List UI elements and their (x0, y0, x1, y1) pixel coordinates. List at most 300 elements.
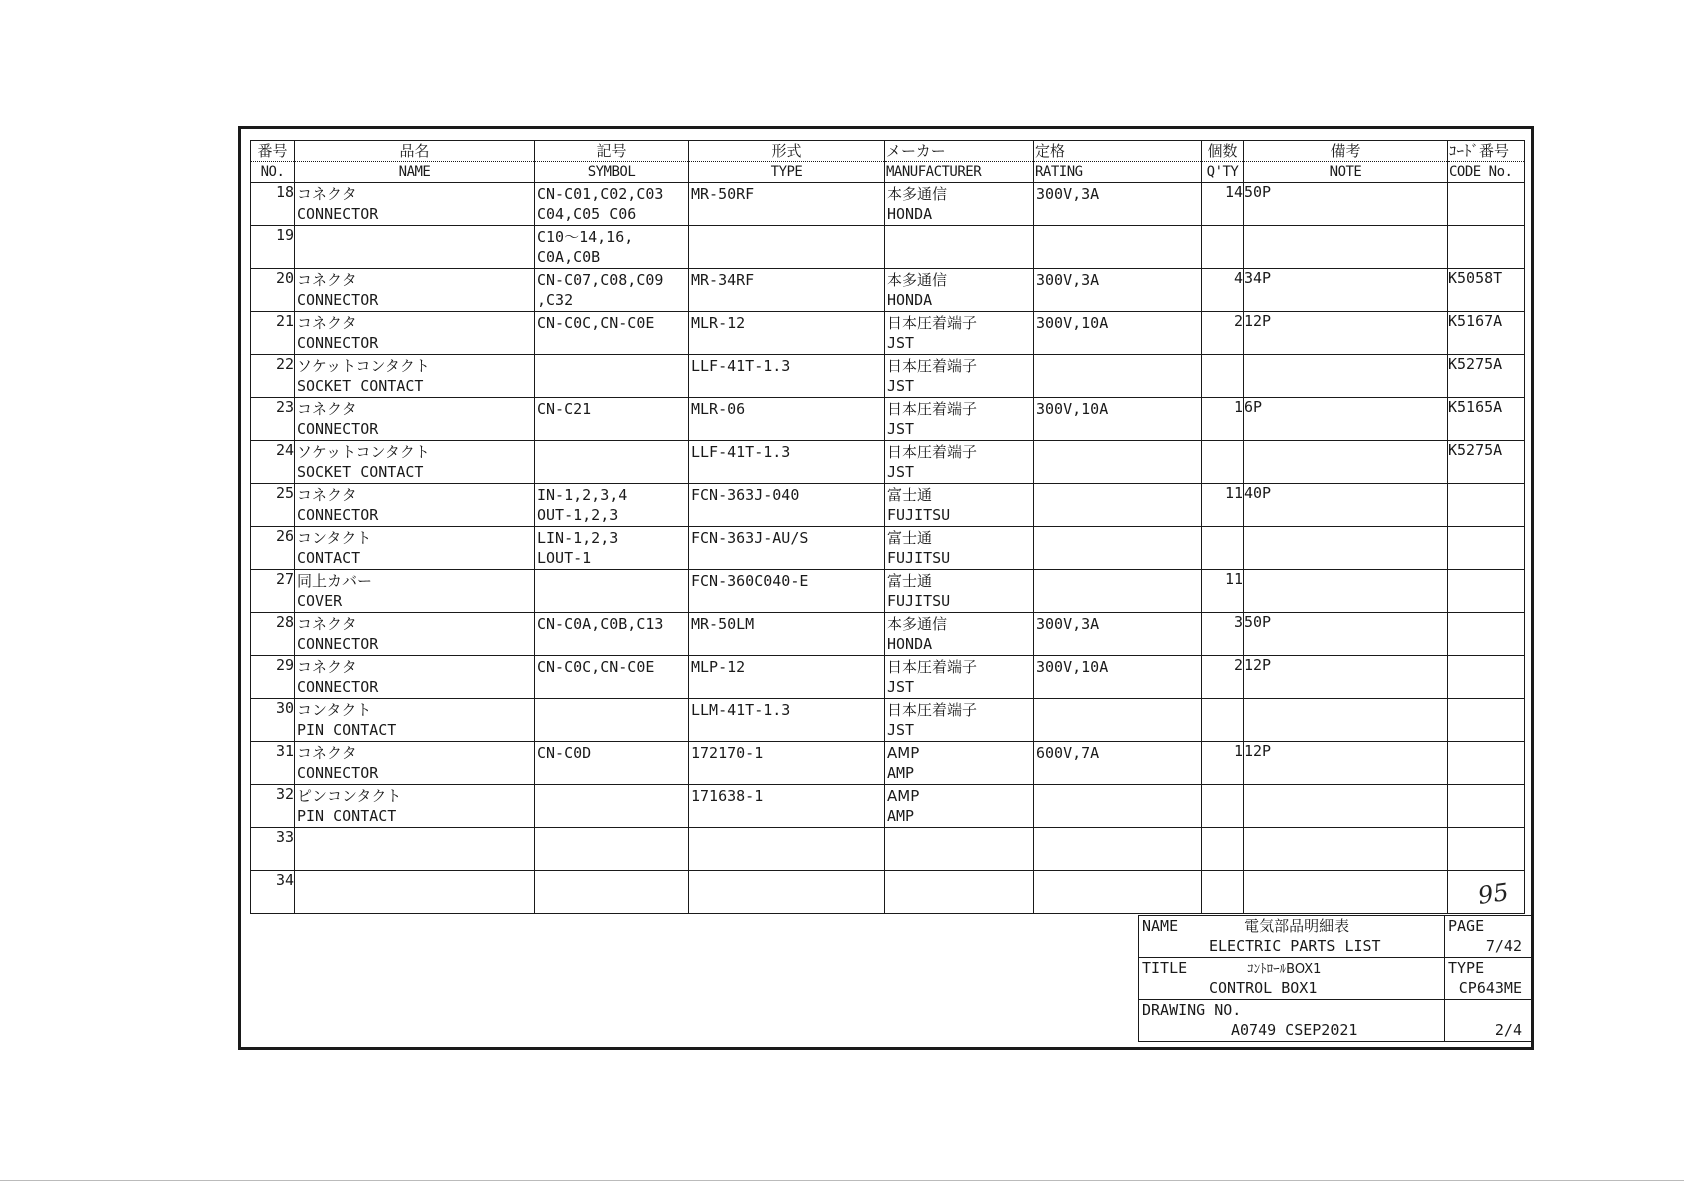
symbol-line-1: CN-C01,C02,C03 (537, 185, 664, 203)
header-name: 品名 NAME (295, 141, 535, 183)
rating-value (1036, 786, 1199, 806)
cell-code: K5275A (1448, 441, 1525, 484)
cell-no: 29 (251, 656, 295, 699)
table-row (251, 828, 1525, 871)
rating-value: 300V,3A (1036, 185, 1100, 203)
cell-code (1448, 828, 1525, 871)
table-row (251, 527, 1525, 570)
name-en (297, 892, 532, 912)
rating-value: 300V,3A (1036, 615, 1100, 633)
cell-note (1244, 828, 1448, 871)
cell-qty: 1 (1202, 742, 1244, 785)
cell-no: 28 (251, 613, 295, 656)
cell-rating (1034, 871, 1202, 914)
name-en: ELECTRIC PARTS LIST (1209, 937, 1381, 955)
type-value: MLP-12 (691, 658, 746, 676)
maker-en: AMP (887, 764, 915, 782)
title-label: TITLE (1142, 959, 1188, 977)
cell-note: 50P (1244, 183, 1448, 226)
type-value: FCN-363J-AU/S (691, 529, 809, 547)
cell-qty (1202, 441, 1244, 484)
cell-code (1448, 613, 1525, 656)
cell-no: 23 (251, 398, 295, 441)
symbol-line-2 (537, 677, 686, 697)
cell-note (1244, 527, 1448, 570)
electric-parts-table (250, 140, 1525, 914)
cell-symbol (535, 570, 689, 613)
rating-value (1036, 872, 1199, 892)
table-row (251, 613, 1525, 656)
symbol-line-1: CN-C0D (537, 744, 592, 762)
cell-rating (1034, 183, 1202, 226)
table-row (251, 441, 1525, 484)
cell-manufacturer (885, 613, 1034, 656)
cell-note: 6P (1244, 398, 1448, 441)
cell-no: 19 (251, 226, 295, 269)
rating-value (1036, 829, 1199, 849)
cell-type (689, 183, 885, 226)
maker-jp: 日本圧着端子 (887, 400, 978, 418)
cell-code: K5058T (1448, 269, 1525, 312)
cell-code (1448, 183, 1525, 226)
maker-en (887, 892, 1031, 912)
cell-name (295, 312, 535, 355)
cell-note: 34P (1244, 269, 1448, 312)
maker-jp: 日本圧着端子 (887, 357, 978, 375)
name-en: COVER (297, 592, 343, 610)
symbol-line-1: CN-C21 (537, 400, 592, 418)
cell-symbol (535, 828, 689, 871)
name-en: CONNECTOR (297, 334, 379, 352)
type-value: MR-34RF (691, 271, 755, 289)
cell-rating (1034, 828, 1202, 871)
cell-note (1244, 871, 1448, 914)
table-row (251, 871, 1525, 914)
page-value: 7/42 (1485, 937, 1522, 955)
title-block-drawing-row (1139, 1000, 1533, 1042)
cell-symbol (535, 355, 689, 398)
symbol-line-1: CN-C0A,C0B,C13 (537, 615, 664, 633)
cell-qty: 14 (1202, 183, 1244, 226)
rating-value (1036, 571, 1199, 591)
cell-note (1244, 785, 1448, 828)
table-row (251, 398, 1525, 441)
name-jp: コンタクト (297, 701, 372, 719)
symbol-line-1: CN-C0C,CN-C0E (537, 658, 655, 676)
type-value: LLF-41T-1.3 (691, 443, 791, 461)
type-value: MLR-06 (691, 400, 746, 418)
name-en: CONNECTOR (297, 420, 379, 438)
table-row (251, 269, 1525, 312)
cell-manufacturer (885, 570, 1034, 613)
symbol-line-1 (537, 356, 686, 376)
symbol-line-2 (537, 720, 686, 740)
name-jp: ピンコンタクト (297, 787, 402, 805)
cell-rating (1034, 656, 1202, 699)
cell-manufacturer (885, 398, 1034, 441)
name-label: NAME (1142, 917, 1179, 935)
maker-jp: 日本圧着端子 (887, 443, 978, 461)
cell-manufacturer (885, 699, 1034, 742)
cell-no: 20 (251, 269, 295, 312)
type-value: FCN-360C040-E (691, 572, 809, 590)
cell-code: K5165A (1448, 398, 1525, 441)
header-note: 備考 NOTE (1244, 141, 1448, 183)
name-jp: 同上カバー (297, 572, 373, 590)
type-label: TYPE (1448, 959, 1485, 977)
name-en: CONNECTOR (297, 764, 379, 782)
title-block-sheet-cell (1445, 1000, 1533, 1042)
symbol-line-2: C0A,C0B (537, 248, 601, 266)
cell-no: 34 (251, 871, 295, 914)
cell-name (295, 570, 535, 613)
cell-manufacturer (885, 355, 1034, 398)
rating-value (1036, 528, 1199, 548)
cell-qty: 1 (1202, 398, 1244, 441)
maker-jp: 富士通 (887, 486, 933, 504)
cell-type (689, 226, 885, 269)
maker-en: JST (887, 463, 915, 481)
symbol-line-1: LIN-1,2,3 (537, 529, 619, 547)
type-value (691, 872, 882, 892)
header-qty: 個数 Q'TY (1202, 141, 1244, 183)
cell-rating (1034, 570, 1202, 613)
rating-value: 300V,10A (1036, 400, 1109, 418)
name-en: CONNECTOR (297, 635, 379, 653)
cell-qty (1202, 527, 1244, 570)
cell-type (689, 613, 885, 656)
cell-rating (1034, 742, 1202, 785)
title-en: CONTROL BOX1 (1209, 979, 1318, 997)
symbol-line-2 (537, 591, 686, 611)
cell-symbol (535, 871, 689, 914)
maker-en: HONDA (887, 291, 933, 309)
name-jp: コネクタ (297, 658, 357, 676)
maker-en: JST (887, 334, 915, 352)
maker-jp: AMP (887, 744, 920, 762)
cell-name (295, 527, 535, 570)
symbol-line-2 (537, 763, 686, 783)
symbol-line-2 (537, 462, 686, 482)
cell-manufacturer (885, 527, 1034, 570)
header-symbol: 記号 SYMBOL (535, 141, 689, 183)
maker-en: FUJITSU (887, 592, 951, 610)
cell-manufacturer (885, 871, 1034, 914)
cell-type (689, 269, 885, 312)
rating-value (1036, 227, 1199, 247)
title-block-name-row (1139, 916, 1533, 958)
cell-qty (1202, 871, 1244, 914)
name-en: CONTACT (297, 549, 361, 567)
rating-value: 600V,7A (1036, 744, 1100, 762)
name-en: SOCKET CONTACT (297, 377, 424, 395)
maker-en (887, 849, 1031, 869)
name-en (297, 849, 532, 869)
cell-name (295, 742, 535, 785)
cell-qty (1202, 785, 1244, 828)
maker-en: FUJITSU (887, 549, 951, 567)
cell-code (1448, 742, 1525, 785)
name-en: CONNECTOR (297, 291, 379, 309)
name-jp: コンタクト (297, 529, 372, 547)
cell-rating (1034, 226, 1202, 269)
cell-qty: 11 (1202, 570, 1244, 613)
type-value: 171638-1 (691, 787, 764, 805)
cell-note: 40P (1244, 484, 1448, 527)
maker-en: AMP (887, 807, 915, 825)
cell-name (295, 398, 535, 441)
maker-jp: 日本圧着端子 (887, 658, 978, 676)
maker-en: HONDA (887, 205, 933, 223)
table-row (251, 656, 1525, 699)
title-block-title-row (1139, 958, 1533, 1000)
cell-rating (1034, 312, 1202, 355)
cell-rating (1034, 527, 1202, 570)
rating-value: 300V,10A (1036, 314, 1109, 332)
cell-qty: 2 (1202, 656, 1244, 699)
title-block-title-cell (1139, 958, 1445, 1000)
symbol-line-1 (537, 786, 686, 806)
cell-name (295, 441, 535, 484)
handwritten-mark: 95 (1476, 878, 1511, 910)
cell-note: 50P (1244, 613, 1448, 656)
cell-symbol (535, 269, 689, 312)
name-jp: コネクタ (297, 314, 357, 332)
cell-code: K5167A (1448, 312, 1525, 355)
cell-type (689, 312, 885, 355)
cell-note (1244, 699, 1448, 742)
cell-note (1244, 441, 1448, 484)
cell-no: 24 (251, 441, 295, 484)
cell-manufacturer (885, 484, 1034, 527)
symbol-line-1: CN-C07,C08,C09 (537, 271, 664, 289)
name-en: PIN CONTACT (297, 807, 397, 825)
cell-rating (1034, 484, 1202, 527)
cell-name (295, 785, 535, 828)
drawing-value: A0749 CSEP2021 (1231, 1021, 1358, 1039)
cell-code (1448, 656, 1525, 699)
name-en: PIN CONTACT (297, 721, 397, 739)
symbol-line-1: C10～14,16, (537, 228, 634, 246)
cell-manufacturer (885, 828, 1034, 871)
name-jp: ソケットコンタクト (297, 443, 430, 461)
table-row (251, 312, 1525, 355)
symbol-line-2 (537, 849, 686, 869)
cell-symbol (535, 312, 689, 355)
cell-type (689, 527, 885, 570)
cell-name (295, 183, 535, 226)
name-jp (297, 829, 532, 849)
cell-type (689, 785, 885, 828)
maker-jp (887, 872, 1031, 892)
symbol-line-2: OUT-1,2,3 (537, 506, 619, 524)
symbol-line-2 (537, 419, 686, 439)
rating-value: 300V,10A (1036, 658, 1109, 676)
cell-manufacturer (885, 269, 1034, 312)
cell-qty: 11 (1202, 484, 1244, 527)
symbol-line-2: LOUT-1 (537, 549, 592, 567)
maker-jp: 本多通信 (887, 185, 948, 203)
cell-manufacturer (885, 226, 1034, 269)
maker-jp: AMP (887, 787, 920, 805)
page-label: PAGE (1448, 917, 1485, 935)
cell-no: 22 (251, 355, 295, 398)
name-jp: 電気部品明細表 (1244, 917, 1350, 935)
name-jp: コネクタ (297, 185, 357, 203)
maker-jp: 本多通信 (887, 615, 948, 633)
cell-type (689, 742, 885, 785)
type-value: 172170-1 (691, 744, 764, 762)
symbol-line-1 (537, 829, 686, 849)
header-manufacturer: メーカー MANUFACTURER (885, 141, 1034, 183)
cell-code (1448, 570, 1525, 613)
cell-rating (1034, 269, 1202, 312)
name-jp (297, 227, 532, 247)
rating-value: 300V,3A (1036, 271, 1100, 289)
cell-type (689, 828, 885, 871)
title-block-type-cell (1445, 958, 1533, 1000)
symbol-line-1 (537, 442, 686, 462)
type-value: MR-50RF (691, 185, 755, 203)
type-value: FCN-363J-040 (691, 486, 800, 504)
type-value: MLR-12 (691, 314, 746, 332)
cell-name (295, 871, 535, 914)
maker-en (887, 247, 1031, 267)
cell-type (689, 699, 885, 742)
cell-rating (1034, 699, 1202, 742)
symbol-line-2: C04,C05 C06 (537, 205, 637, 223)
cell-name (295, 613, 535, 656)
cell-symbol (535, 226, 689, 269)
cell-code (1448, 484, 1525, 527)
cell-manufacturer (885, 785, 1034, 828)
header-type: 形式 TYPE (689, 141, 885, 183)
cell-type (689, 656, 885, 699)
name-jp: コネクタ (297, 486, 357, 504)
title-block-page-cell (1445, 916, 1533, 958)
symbol-line-2 (537, 333, 686, 353)
maker-jp: 日本圧着端子 (887, 701, 978, 719)
cell-type (689, 355, 885, 398)
table-row (251, 355, 1525, 398)
maker-en: HONDA (887, 635, 933, 653)
symbol-line-1 (537, 571, 686, 591)
table-header-row (251, 141, 1525, 183)
cell-symbol (535, 742, 689, 785)
cell-qty (1202, 828, 1244, 871)
table-row (251, 226, 1525, 269)
cell-symbol (535, 699, 689, 742)
cell-qty: 3 (1202, 613, 1244, 656)
cell-qty (1202, 355, 1244, 398)
cell-type (689, 441, 885, 484)
symbol-line-2 (537, 376, 686, 396)
maker-en: JST (887, 721, 915, 739)
cell-no: 30 (251, 699, 295, 742)
cell-no: 31 (251, 742, 295, 785)
cell-code: K5275A (1448, 355, 1525, 398)
rating-value (1036, 442, 1199, 462)
cell-name (295, 828, 535, 871)
name-en: CONNECTOR (297, 506, 379, 524)
symbol-line-1 (537, 700, 686, 720)
cell-name (295, 355, 535, 398)
cell-note (1244, 226, 1448, 269)
name-jp: ソケットコンタクト (297, 357, 430, 375)
maker-en: JST (887, 678, 915, 696)
cell-no: 27 (251, 570, 295, 613)
table-row (251, 699, 1525, 742)
type-value (691, 829, 882, 849)
cell-symbol (535, 398, 689, 441)
cell-manufacturer (885, 742, 1034, 785)
symbol-line-2 (537, 806, 686, 826)
cell-manufacturer (885, 312, 1034, 355)
drawing-label: DRAWING NO. (1142, 1001, 1242, 1019)
symbol-line-2: ,C32 (537, 291, 574, 309)
cell-note: 12P (1244, 742, 1448, 785)
header-rating: 定格 RATING (1034, 141, 1202, 183)
maker-en: JST (887, 420, 915, 438)
maker-jp (887, 227, 1031, 247)
maker-en: FUJITSU (887, 506, 951, 524)
cell-manufacturer (885, 441, 1034, 484)
name-jp: コネクタ (297, 744, 357, 762)
cell-code (1448, 527, 1525, 570)
header-code: ｺｰﾄﾞ番号 CODE No. (1448, 141, 1525, 183)
cell-rating (1034, 785, 1202, 828)
cell-no: 21 (251, 312, 295, 355)
cell-symbol (535, 613, 689, 656)
header-no: 番号 NO. (251, 141, 295, 183)
cell-name (295, 269, 535, 312)
scan-edge-line (0, 1180, 1684, 1181)
cell-name (295, 484, 535, 527)
title-jp: ｺﾝﾄﾛｰﾙBOX1 (1247, 962, 1322, 977)
cell-rating (1034, 398, 1202, 441)
name-jp (297, 872, 532, 892)
table-row (251, 183, 1525, 226)
cell-note (1244, 355, 1448, 398)
cell-type (689, 570, 885, 613)
cell-type (689, 484, 885, 527)
cell-manufacturer (885, 656, 1034, 699)
cell-qty (1202, 699, 1244, 742)
cell-note: 12P (1244, 312, 1448, 355)
name-jp: コネクタ (297, 615, 357, 633)
table-row (251, 785, 1525, 828)
cell-symbol (535, 527, 689, 570)
cell-symbol (535, 441, 689, 484)
maker-jp: 富士通 (887, 572, 933, 590)
symbol-line-2 (537, 634, 686, 654)
cell-no: 33 (251, 828, 295, 871)
maker-jp: 富士通 (887, 529, 933, 547)
cell-no: 32 (251, 785, 295, 828)
cell-name (295, 699, 535, 742)
name-jp: コネクタ (297, 400, 357, 418)
name-en (297, 247, 532, 267)
cell-manufacturer (885, 183, 1034, 226)
maker-en: JST (887, 377, 915, 395)
cell-no: 26 (251, 527, 295, 570)
cell-name (295, 656, 535, 699)
cell-code (1448, 785, 1525, 828)
maker-jp: 本多通信 (887, 271, 948, 289)
type-value (691, 227, 882, 247)
name-en: SOCKET CONTACT (297, 463, 424, 481)
sheet-value: 2/4 (1494, 1021, 1522, 1039)
